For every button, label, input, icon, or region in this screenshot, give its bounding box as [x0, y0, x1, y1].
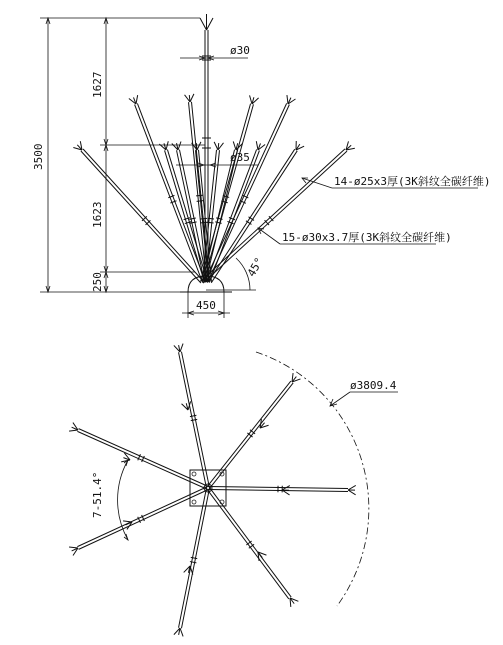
- rod-tip-prong: [214, 142, 218, 150]
- rod-tip-prong: [250, 95, 252, 104]
- diameter-leader: [330, 392, 398, 406]
- center-plate: [190, 470, 226, 506]
- rod-joint: [201, 222, 208, 223]
- note-short-rods: 15-ø30x3.7厚(3K斜纹全碳纤维): [282, 231, 452, 244]
- rod-joint: [196, 195, 203, 196]
- rod-tip-prong: [233, 141, 236, 150]
- rod-tip-prong: [69, 430, 78, 431]
- rod-tip-prong: [256, 141, 258, 150]
- rod-tip-prong: [69, 547, 78, 548]
- rod-tip-prong: [178, 142, 181, 150]
- rod-joint: [189, 218, 195, 219]
- rod-joint: [200, 218, 207, 219]
- plan-diameter: ø3809.4: [350, 379, 397, 392]
- dim-middle: 1623: [91, 201, 104, 228]
- dim-width: 450: [196, 299, 216, 312]
- note-long-rods: 14-ø25x3厚(3K斜纹全碳纤维): [334, 175, 491, 188]
- rod-joint: [197, 201, 204, 202]
- rod-tip-prong: [180, 628, 183, 636]
- plan-angle-arc: [118, 460, 128, 540]
- rod-joint: [190, 415, 196, 416]
- dim-base: 250: [91, 272, 104, 292]
- rod-edge: [137, 103, 205, 281]
- angle-label: 45°: [244, 255, 266, 279]
- rod-tip-prong: [190, 94, 194, 102]
- rod-edge: [191, 102, 209, 282]
- plan-view: [69, 344, 398, 637]
- rod-tip-prong: [136, 95, 138, 104]
- dim-total: 3500: [32, 143, 45, 170]
- rod-tip-prong: [196, 143, 197, 150]
- rod-joint: [190, 562, 196, 563]
- rod-tip-prong: [287, 95, 288, 104]
- elevation-rods: [73, 94, 354, 283]
- rod-joint: [191, 557, 197, 558]
- dim-dia-mid: ø35: [230, 151, 250, 164]
- rod-edge: [167, 150, 207, 282]
- rod-tip-prong: [348, 490, 356, 495]
- rod-tip-prong: [189, 95, 190, 102]
- rod-edge: [135, 105, 203, 283]
- rod-tip-prong: [348, 485, 356, 490]
- rod-joint: [191, 419, 197, 420]
- plan-angle-label: 7-51.4°: [91, 471, 104, 518]
- rod-tip-prong: [180, 344, 183, 352]
- rod-tip-prong: [123, 521, 132, 522]
- rod-edge: [189, 102, 207, 282]
- rod-edge: [203, 151, 347, 283]
- plan-rods: [69, 344, 356, 637]
- dim-upper: 1627: [91, 71, 104, 98]
- elevation-view: [32, 14, 490, 318]
- rod-tip-prong: [197, 142, 201, 150]
- rod-tip-prong: [166, 141, 168, 150]
- dim-dia-top: ø30: [230, 44, 250, 57]
